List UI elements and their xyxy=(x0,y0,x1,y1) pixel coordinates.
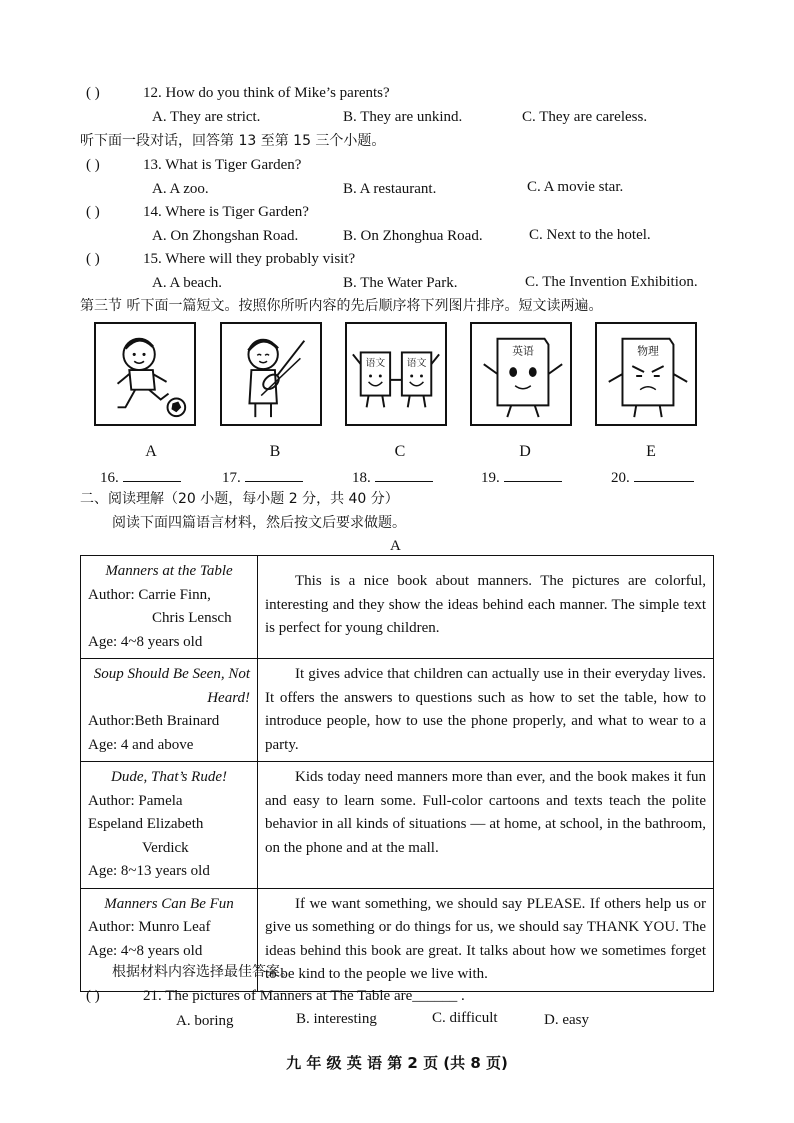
blank-19-line[interactable] xyxy=(504,467,562,482)
book-description: It gives advice that children can actually use in their everyday lives. It offers the answers to questions such as how to set the table, how to introduce people, how to use the phone properly, and what to wear to a party. xyxy=(265,666,706,753)
q13-answer-paren[interactable]: ( ) xyxy=(86,157,100,173)
q12-option-b: B. They are unkind. xyxy=(343,109,463,125)
book-author: Author: Carrie Finn, xyxy=(88,586,211,603)
picture-c xyxy=(345,322,447,426)
q14-option-c: C. Next to the hotel. xyxy=(529,227,651,243)
boy-playing-violin-icon xyxy=(222,324,320,424)
table-row xyxy=(81,762,714,889)
book-description-cell xyxy=(258,888,714,991)
q13-option-c: C. A movie star. xyxy=(527,179,624,195)
physics-book-icon xyxy=(597,324,695,424)
q12-answer-paren[interactable]: ( ) xyxy=(86,85,100,101)
book-description-cell xyxy=(258,762,714,889)
choose-instruction: 根据材料内容选择最佳答案。 xyxy=(112,964,294,980)
q12-option-a: A. They are strict. xyxy=(152,109,261,125)
book-age: Age: 4~8 years old xyxy=(88,942,203,959)
picture-letter-d: D xyxy=(519,443,531,460)
book-title: Soup Should Be Seen, Not Heard! xyxy=(93,666,250,706)
book-age: Age: 4 and above xyxy=(88,736,194,753)
instruction-13-15: 听下面一段对话，回答第 13 至第 15 三个小题。 xyxy=(80,133,386,149)
book-table xyxy=(80,555,714,992)
q12-question: 12. How do you think of Mike’s parents? xyxy=(143,85,390,101)
blank-18-line[interactable] xyxy=(375,467,433,482)
blank-20-number: 20. xyxy=(611,470,630,486)
book-info-cell xyxy=(81,762,258,889)
table-row xyxy=(81,659,714,762)
q15-answer-paren[interactable]: ( ) xyxy=(86,251,100,267)
q14-option-a: A. On Zhongshan Road. xyxy=(152,228,299,244)
blank-17[interactable] xyxy=(222,467,303,487)
q21-option-a: A. boring xyxy=(176,1013,234,1029)
book-description: If we want something, we should say PLEASE. If others help us or give us something or do things for us, we should say THANK YOU. The ideas behind this book are great. It talks about how we sometimes forget to be kind to the people we live with. xyxy=(265,895,706,982)
passage-letter: A xyxy=(390,538,401,554)
book-description: Kids today need manners more than ever, and the book makes it fun and easy to learn some. Full-color cartoons and texts teach the polite behavior in all kinds of situations — at home, at school, in the bathroom, on the phone and at the mall. xyxy=(265,769,706,856)
q21-option-b: B. interesting xyxy=(296,1011,377,1027)
blank-16-number: 16. xyxy=(100,470,119,486)
q15-option-c: C. The Invention Exhibition. xyxy=(525,274,698,290)
book-title: Manners Can Be Fun xyxy=(104,895,234,912)
book-author-continued: Chris Lensch xyxy=(152,610,232,626)
book-info-cell xyxy=(81,659,258,762)
q15-option-b: B. The Water Park. xyxy=(343,275,458,291)
blank-20-line[interactable] xyxy=(634,467,694,482)
blank-20[interactable] xyxy=(611,467,694,487)
table-row xyxy=(81,556,714,659)
blank-19[interactable] xyxy=(481,467,562,487)
blank-16[interactable] xyxy=(100,467,181,487)
book-c-label-left: 语文 xyxy=(365,358,386,370)
english-book-icon xyxy=(472,324,570,424)
book-title: Dude, That’s Rude! xyxy=(111,769,227,785)
book-info-cell xyxy=(81,556,258,659)
book-e-label: 物理 xyxy=(637,344,659,358)
page-footer: 九 年 级 英 语 第 2 页 (共 8 页) xyxy=(286,1054,508,1072)
blank-19-number: 19. xyxy=(481,470,500,486)
book-age: Age: 8~13 years old xyxy=(88,863,210,879)
section3-instruction: 第三节 听下面一篇短文。按照你所听内容的先后顺序将下列图片排序。短文读两遍。 xyxy=(80,298,603,314)
q15-option-a: A. A beach. xyxy=(152,275,222,291)
picture-letter-c: C xyxy=(394,443,406,460)
picture-letter-e: E xyxy=(646,443,656,460)
reading-instruction: 阅读下面四篇语言材料，然后按文后要求做题。 xyxy=(112,515,406,531)
picture-letter-a: A xyxy=(145,443,157,460)
book-description: This is a nice book about manners. The pictures are colorful, interesting and they show the ideas behind each manner. The simple text is perfect for young children. xyxy=(265,573,706,636)
q13-question: 13. What is Tiger Garden? xyxy=(143,157,302,173)
book-author: Author: Pamela Espeland Elizabeth xyxy=(88,792,204,832)
q13-option-a: A. A zoo. xyxy=(152,181,209,197)
book-d-label: 英语 xyxy=(512,344,534,358)
book-author-continued: Verdick xyxy=(142,839,189,856)
book-description-cell xyxy=(258,659,714,762)
q21-answer-paren[interactable]: ( ) xyxy=(86,988,100,1004)
book-c-label-right: 语文 xyxy=(406,358,427,370)
boy-playing-soccer-icon xyxy=(96,324,194,424)
blank-16-line[interactable] xyxy=(123,467,181,482)
book-author: Author: Munro Leaf xyxy=(88,919,211,935)
q21-question: 21. The pictures of Manners at The Table are______ . xyxy=(143,988,465,1004)
picture-b xyxy=(220,322,322,426)
book-description-cell xyxy=(258,556,714,659)
picture-a xyxy=(94,322,196,426)
q15-question: 15. Where will they probably visit? xyxy=(143,251,356,267)
q14-question: 14. Where is Tiger Garden? xyxy=(143,204,309,220)
picture-letter-b: B xyxy=(269,443,281,460)
q21-option-c: C. difficult xyxy=(432,1010,498,1026)
q14-option-b: B. On Zhonghua Road. xyxy=(343,228,483,244)
blank-18-number: 18. xyxy=(352,470,371,486)
q14-answer-paren[interactable]: ( ) xyxy=(86,204,100,220)
chinese-books-icon xyxy=(347,324,445,424)
book-author: Author:Beth Brainard xyxy=(88,713,220,729)
blank-17-number: 17. xyxy=(222,470,241,486)
reading-heading: 二、阅读理解（20 小题，每小题 2 分，共 40 分） xyxy=(80,491,399,507)
book-title: Manners at the Table xyxy=(105,563,233,579)
picture-e xyxy=(595,322,697,426)
blank-18[interactable] xyxy=(352,467,433,487)
q21-option-d: D. easy xyxy=(544,1012,589,1028)
blank-17-line[interactable] xyxy=(245,467,303,482)
q13-option-b: B. A restaurant. xyxy=(343,181,437,197)
book-age: Age: 4~8 years old xyxy=(88,633,203,650)
q12-option-c: C. They are careless. xyxy=(522,109,648,125)
picture-d xyxy=(470,322,572,426)
